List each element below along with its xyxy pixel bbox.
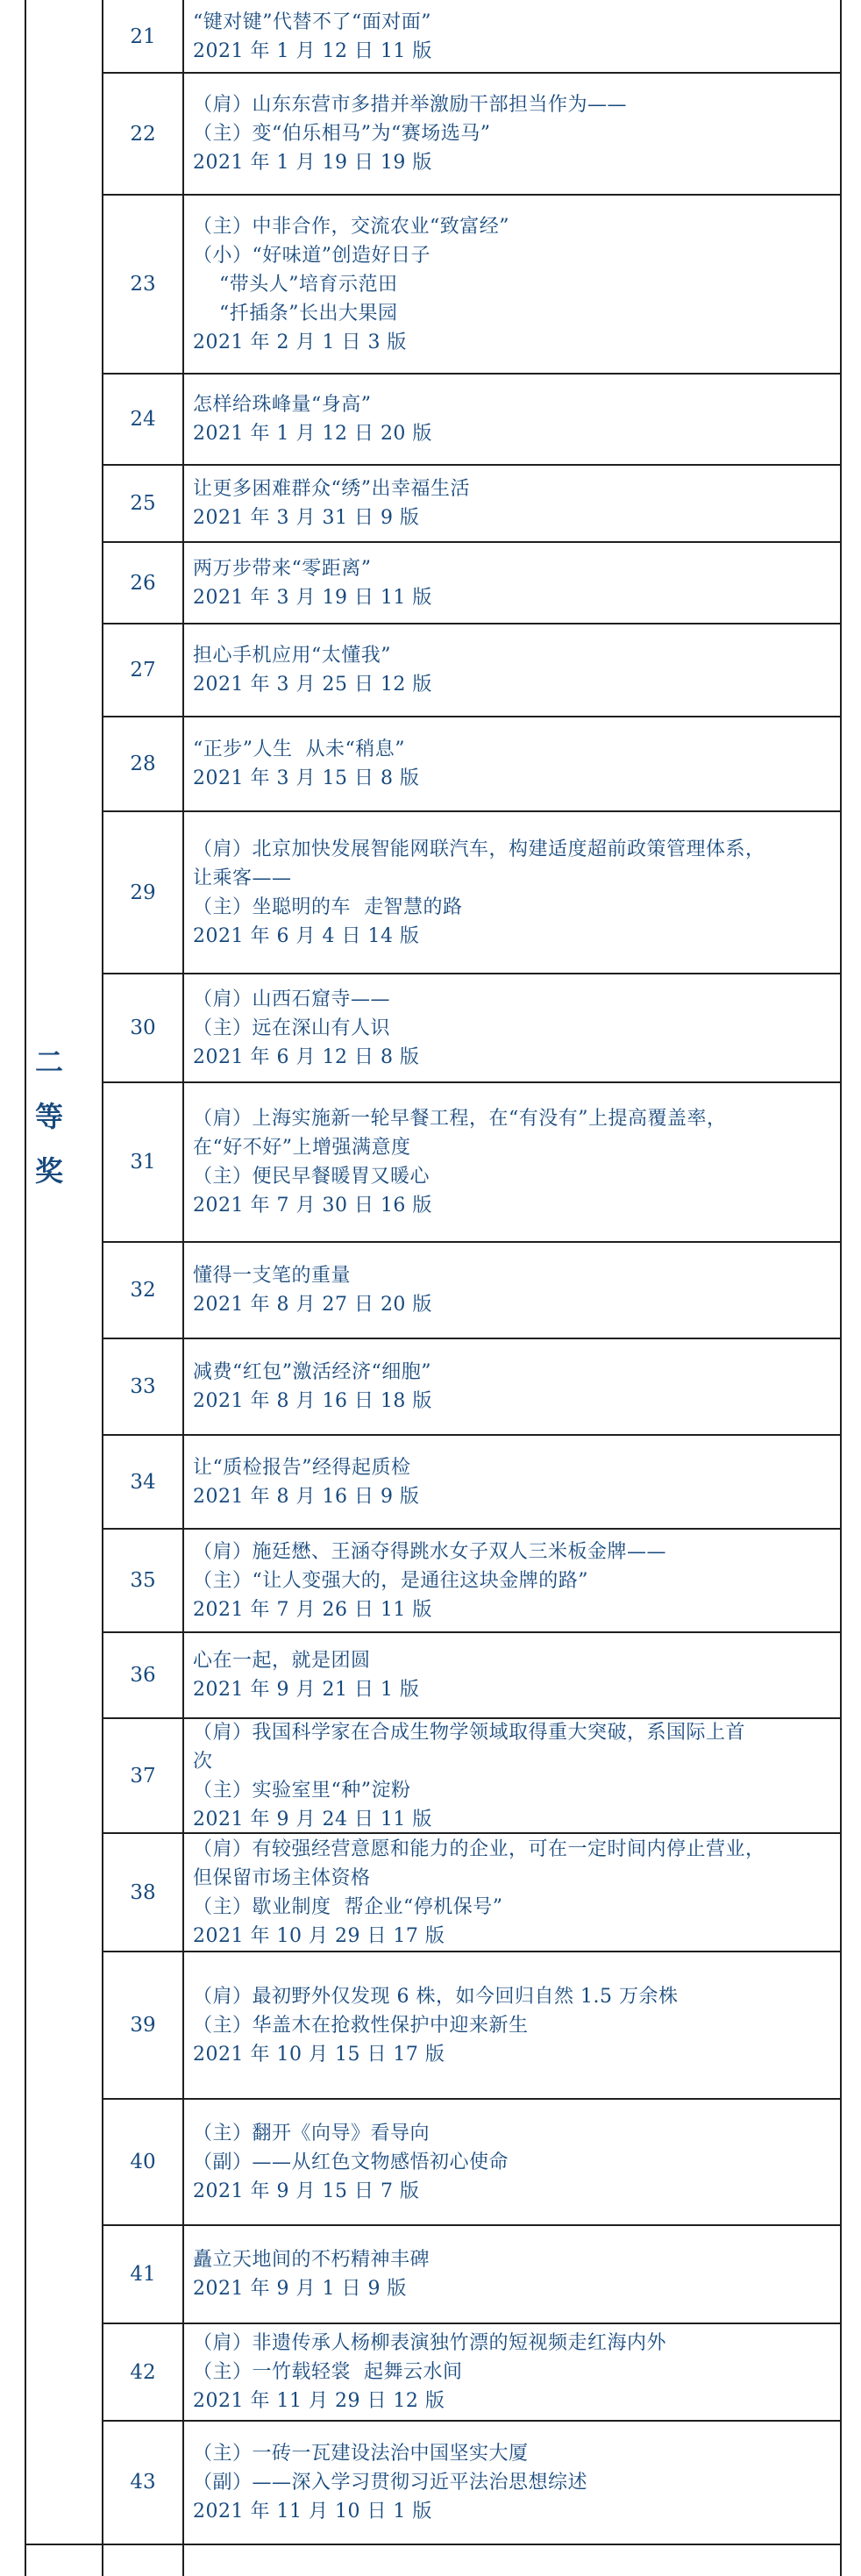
row-number: 24 <box>130 408 156 431</box>
row-content <box>193 465 842 542</box>
headline-line: 2021 年 11 月 10 日 1 版 <box>193 2500 432 2522</box>
headline-line: （主）歇业制度 帮企业“停机保号” <box>193 1895 503 1918</box>
table-row <box>103 195 842 374</box>
headline-line: （肩）北京加快发展智能网联汽车，构建适度超前政策管理体系， <box>193 838 765 860</box>
headline-line: 2021 年 8 月 16 日 18 版 <box>193 1390 432 1412</box>
table-row <box>103 1632 842 1718</box>
headline-line: 2021 年 9 月 21 日 1 版 <box>193 1679 420 1701</box>
row-separator <box>102 1338 842 1339</box>
headline-line: （主）实验室里“种”淀粉 <box>193 1779 411 1802</box>
row-number: 27 <box>130 659 156 681</box>
row-separator <box>102 72 842 74</box>
table-row <box>103 1435 842 1529</box>
row-number: 25 <box>130 492 156 515</box>
row-separator <box>102 1528 842 1530</box>
row-number: 39 <box>130 2014 156 2037</box>
row-number: 38 <box>130 1880 156 1904</box>
table-row <box>103 1338 842 1435</box>
table-row <box>103 1529 842 1632</box>
headline-line: 2021 年 10 月 15 日 17 版 <box>193 2043 445 2066</box>
row-separator <box>102 1951 842 1952</box>
headline-line: 2021 年 1 月 19 日 19 版 <box>193 152 432 174</box>
row-number: 22 <box>130 122 156 146</box>
row-separator <box>102 541 842 543</box>
headline-line: （肩）山西石窟寺—— <box>193 988 391 1010</box>
headline-line: （肩）我国科学家在合成生物学领域取得重大突破，系国际上首 <box>193 1721 746 1744</box>
headline-line: 2021 年 9 月 1 日 9 版 <box>193 2278 407 2300</box>
table-row <box>103 2099 842 2225</box>
headline-line: 2021 年 7 月 30 日 16 版 <box>193 1195 432 1217</box>
row-separator <box>102 1241 842 1243</box>
row-number: 37 <box>130 1764 156 1788</box>
table-row <box>103 1082 842 1242</box>
headline-line: （主）“让人变强大的，是通往这块金牌的路” <box>193 1569 588 1592</box>
row-separator <box>102 464 842 466</box>
row-content <box>193 73 842 195</box>
table-row <box>103 73 842 195</box>
row-number: 30 <box>130 1017 156 1039</box>
row-number: 32 <box>130 1279 156 1302</box>
headline-line: 担心手机应用“太懂我” <box>193 645 391 667</box>
row-separator <box>102 1081 842 1083</box>
headline-line: （主）变“伯乐相马”为“赛场选马” <box>193 123 491 145</box>
row-content <box>193 1718 842 1833</box>
table-row <box>103 0 842 73</box>
row-number: 36 <box>130 1664 156 1687</box>
row-content <box>193 1082 842 1242</box>
headline-line: 在“好不好”上增强满意度 <box>193 1137 411 1159</box>
grade-char: 二 <box>34 1045 63 1079</box>
row-content <box>193 1632 842 1718</box>
row-content <box>193 195 842 374</box>
grade-label <box>28 1035 70 1198</box>
headline-line: 2021 年 7 月 26 日 11 版 <box>193 1598 432 1621</box>
headline-line: 让乘客—— <box>193 867 292 889</box>
headline-line: （主）一竹载轻裳 起舞云水间 <box>193 2361 463 2383</box>
headline-line: “带头人”培育示范田 <box>193 273 398 296</box>
headline-line: “扦插条”长出大果园 <box>193 302 398 325</box>
headline-line: 2021 年 3 月 31 日 9 版 <box>193 507 420 529</box>
row-separator <box>102 623 842 624</box>
row-content <box>193 542 842 624</box>
grade-char: 奖 <box>34 1154 63 1188</box>
headline-line: （主）远在深山有人识 <box>193 1017 391 1039</box>
headline-line: （副）——从红色文物感悟初心使命 <box>193 2151 509 2173</box>
row-number: 42 <box>130 2360 156 2384</box>
headline-line: 2021 年 3 月 15 日 8 版 <box>193 767 420 789</box>
headline-line: 2021 年 3 月 25 日 12 版 <box>193 674 432 696</box>
row-separator <box>102 1434 842 1436</box>
table-row <box>103 2323 842 2421</box>
row-content <box>193 1529 842 1632</box>
headline-line: 心在一起，就是团圆 <box>193 1650 371 1672</box>
headline-line: （肩）山东东营市多措并举激励干部担当作为—— <box>193 94 628 116</box>
row-number: 21 <box>130 25 156 48</box>
headline-line: “正步”人生 从未“稍息” <box>193 739 405 760</box>
row-number: 41 <box>130 2263 156 2286</box>
row-separator <box>102 2098 842 2100</box>
row-content <box>193 1338 842 1435</box>
headline-line: （副）——深入学习贯彻习近平法治思想综述 <box>193 2471 588 2494</box>
row-separator <box>102 810 842 812</box>
headline-line: 两万步带来“零距离” <box>193 557 372 580</box>
headline-line: （小）“好味道”创造好日子 <box>193 244 430 267</box>
table-row <box>103 717 842 811</box>
headline-line: 2021 年 9 月 24 日 11 版 <box>193 1808 432 1830</box>
table-row <box>103 1242 842 1338</box>
row-separator <box>102 716 842 717</box>
headline-line: 怎样给珠峰量“身高” <box>193 394 372 416</box>
headline-line: （主）一砖一瓦建设法治中国坚实大厦 <box>193 2442 529 2465</box>
row-separator <box>102 1717 842 1719</box>
headline-line: 让更多困难群众“绣”出幸福生活 <box>193 478 470 500</box>
row-content <box>193 374 842 465</box>
row-content <box>193 2421 842 2544</box>
row-content <box>193 2225 842 2323</box>
headline-line: （肩）非遗传承人杨柳表演独竹漂的短视频走红海内外 <box>193 2332 667 2354</box>
row-number: 23 <box>130 273 156 296</box>
row-separator <box>102 1832 842 1834</box>
row-content <box>193 624 842 717</box>
headline-line: （主）坐聪明的车 走智慧的路 <box>193 896 463 918</box>
table-border-left <box>25 0 26 2576</box>
headline-line: 2021 年 1 月 12 日 11 版 <box>193 39 432 62</box>
headline-line: 2021 年 2 月 1 日 3 版 <box>193 331 407 353</box>
headline-line: （肩）上海实施新一轮早餐工程，在“有没有”上提高覆盖率， <box>193 1108 727 1130</box>
headline-line: 2021 年 10 月 29 日 17 版 <box>193 1924 445 1947</box>
row-number: 29 <box>130 881 156 904</box>
table-row <box>103 2421 842 2544</box>
row-content <box>193 2323 842 2421</box>
headline-line: 次 <box>193 1750 213 1773</box>
row-separator <box>102 373 842 375</box>
row-separator <box>102 1631 842 1633</box>
table-row <box>103 1952 842 2099</box>
headline-line: 2021 年 9 月 15 日 7 版 <box>193 2180 420 2202</box>
row-content <box>193 0 842 73</box>
headline-line: 2021 年 11 月 29 日 12 版 <box>193 2390 445 2412</box>
headline-line: （主）翻开《向导》看导向 <box>193 2122 430 2144</box>
headline-line: （主）华盖木在抢救性保护中迎来新生 <box>193 2014 529 2037</box>
row-number: 31 <box>130 1151 156 1174</box>
headline-line: 但保留市场主体资格 <box>193 1866 371 1889</box>
table-row <box>103 811 842 974</box>
row-number: 35 <box>130 1569 156 1592</box>
headline-line: （主）便民早餐暖胃又暖心 <box>193 1166 430 1188</box>
row-content <box>193 1242 842 1338</box>
headline-line: 2021 年 1 月 12 日 20 版 <box>193 423 432 445</box>
row-separator <box>102 2323 842 2324</box>
headline-line: （肩）最初野外仅发现 6 株，如今回归自然 1.5 万余株 <box>193 1985 679 2008</box>
headline-line: （肩）施廷懋、王涵夺得跳水女子双人三米板金牌—— <box>193 1540 667 1563</box>
headline-line: 2021 年 8 月 16 日 9 版 <box>193 1485 420 1508</box>
headline-line: 2021 年 6 月 4 日 14 版 <box>193 924 420 947</box>
headline-line: （肩）有较强经营意愿和能力的企业，可在一定时间内停止营业， <box>193 1837 765 1860</box>
grade-block-bottom-border <box>25 2544 842 2545</box>
headline-line: 2021 年 3 月 19 日 11 版 <box>193 586 432 609</box>
grade-char: 等 <box>34 1100 63 1133</box>
table-row <box>103 1718 842 1833</box>
headline-line: （主）中非合作，交流农业“致富经” <box>193 215 509 238</box>
row-content <box>193 811 842 974</box>
row-separator <box>102 2224 842 2226</box>
table-row <box>103 374 842 465</box>
row-number: 40 <box>130 2151 156 2173</box>
row-number: 43 <box>130 2471 156 2494</box>
row-content <box>193 1435 842 1529</box>
row-number: 26 <box>130 571 156 595</box>
table-row <box>103 1833 842 1952</box>
table-row <box>103 624 842 717</box>
row-separator <box>102 973 842 974</box>
headline-line: 矗立天地间的不朽精神丰碑 <box>193 2249 430 2271</box>
row-number: 28 <box>130 753 156 775</box>
row-content <box>193 2099 842 2225</box>
table-row <box>103 465 842 542</box>
table-row <box>103 2225 842 2323</box>
table-row <box>103 542 842 624</box>
row-content <box>193 974 842 1082</box>
headline-line: “键对键”代替不了“面对面” <box>193 11 431 33</box>
headline-line: 让“质检报告”经得起质检 <box>193 1456 411 1479</box>
headline-line: 2021 年 8 月 27 日 20 版 <box>193 1294 432 1316</box>
row-content <box>193 717 842 811</box>
row-separator <box>102 2420 842 2422</box>
row-separator <box>102 194 842 196</box>
row-number: 34 <box>130 1470 156 1494</box>
headline-line: 懂得一支笔的重量 <box>193 1265 352 1287</box>
headline-line: 2021 年 6 月 12 日 8 版 <box>193 1045 420 1068</box>
row-number: 33 <box>130 1375 156 1398</box>
table-row <box>103 974 842 1082</box>
headline-line: 减费“红包”激活经济“细胞” <box>193 1361 431 1383</box>
row-content <box>193 1833 842 1952</box>
row-content <box>193 1952 842 2099</box>
